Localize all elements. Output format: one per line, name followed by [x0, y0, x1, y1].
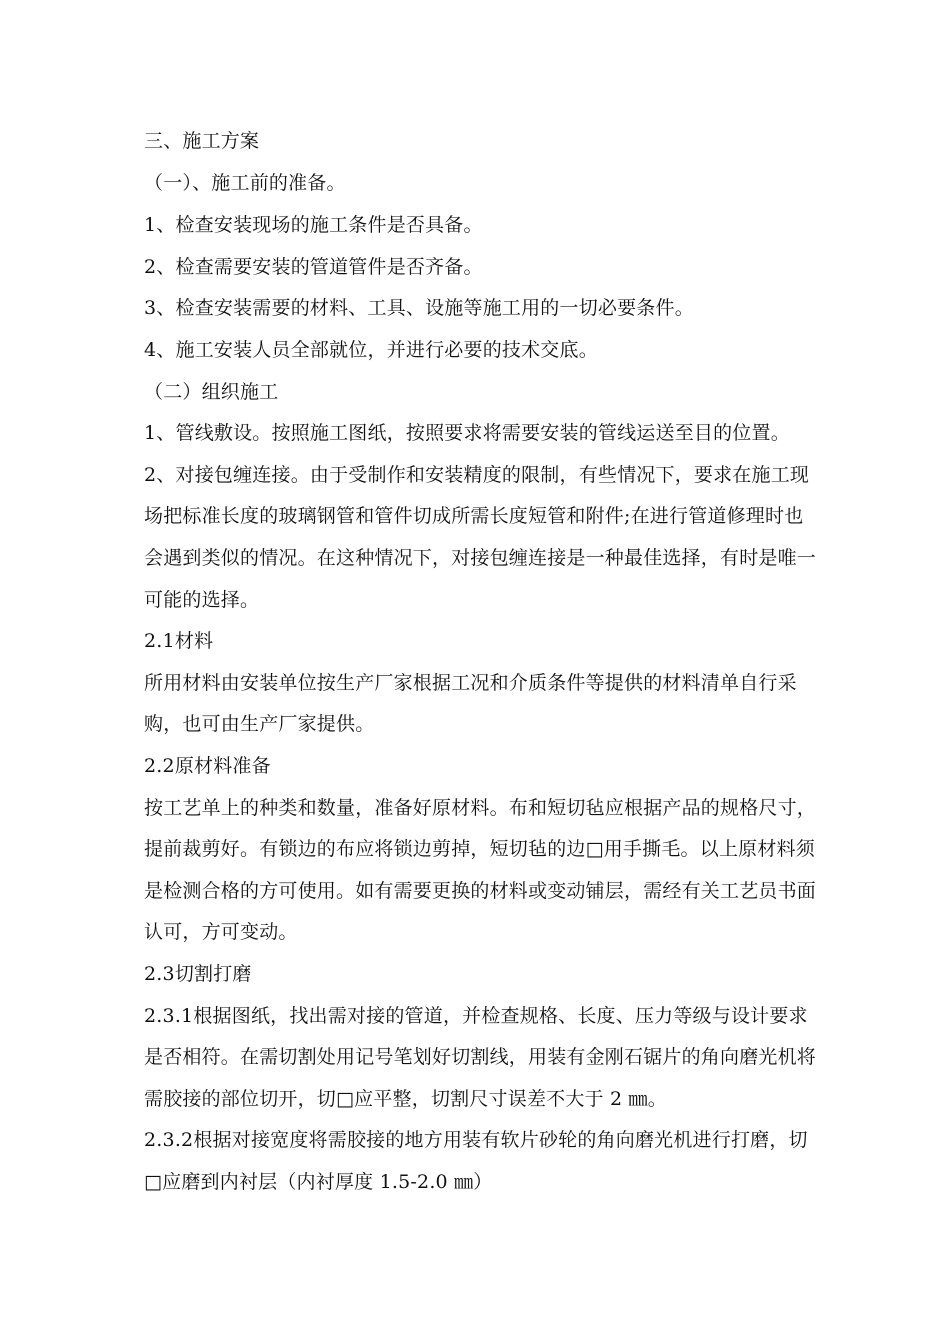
- paragraph-line: 是检测合格的方可使用。如有需要更换的材料或变动铺层，需经有关工艺员书面: [144, 880, 817, 902]
- paragraph-line: 按工艺单上的种类和数量，准备好原材料。布和短切毡应根据产品的规格尺寸，: [144, 797, 817, 819]
- paragraph-line: 会遇到类似的情况。在这种情况下，对接包缠连接是一种最佳选择，有时是唯一: [144, 547, 817, 569]
- subsection-heading: （二）组织施工: [144, 381, 279, 403]
- subsection-heading: 2.2原材料准备: [144, 755, 271, 777]
- paragraph-line: 需胶接的部位切开，切□应平整，切割尺寸误差不大于 2 ㎜。: [144, 1088, 667, 1110]
- subsection-heading: 2.3切割打磨: [144, 963, 252, 985]
- paragraph-line: 2、对接包缠连接。由于受制作和安装精度的限制，有些情况下，要求在施工现: [144, 464, 810, 486]
- paragraph-line: 1、管线敷设。按照施工图纸，按照要求将需要安装的管线运送至目的位置。: [144, 422, 790, 444]
- paragraph-line: 4、施工安装人员全部就位，并进行必要的技术交底。: [144, 339, 598, 361]
- paragraph-line: 1、检查安装现场的施工条件是否具备。: [144, 214, 483, 236]
- paragraph-line: 2、检查需要安装的管道管件是否齐备。: [144, 256, 483, 278]
- paragraph-line: 2.3.1根据图纸，找出需对接的管道，并检查规格、长度、压力等级与设计要求: [144, 1005, 808, 1027]
- paragraph-line: 可能的选择。: [144, 589, 260, 611]
- paragraph-line: 所用材料由安装单位按生产厂家根据工况和介质条件等提供的材料清单自行采: [144, 672, 797, 694]
- paragraph-line: 2.3.2根据对接宽度将需胶接的地方用装有软片砂轮的角向磨光机进行打磨，切: [144, 1129, 808, 1151]
- paragraph-line: 3、检查安装需要的材料、工具、设施等施工用的一切必要条件。: [144, 297, 694, 319]
- subsection-heading: （一）、施工前的准备。: [144, 172, 346, 194]
- subsection-heading: 2.1材料: [144, 630, 214, 652]
- paragraph-line: 购，也可由生产厂家提供。: [144, 713, 375, 735]
- section-heading: 三、施工方案: [144, 130, 260, 152]
- paragraph-line: 是否相符。在需切割处用记号笔划好切割线，用装有金刚石锯片的角向磨光机将: [144, 1046, 817, 1068]
- paragraph-line: 认可，方可变动。: [144, 921, 298, 943]
- paragraph-line: 提前裁剪好。有锁边的布应将锁边剪掉，短切毡的边□用手撕毛。以上原材料须: [144, 838, 815, 860]
- paragraph-line: □应磨到内衬层（内衬厚度 1.5-2.0 ㎜）: [144, 1171, 493, 1193]
- paragraph-line: 场把标准长度的玻璃钢管和管件切成所需长度短管和附件;在进行管道修理时也: [144, 505, 804, 527]
